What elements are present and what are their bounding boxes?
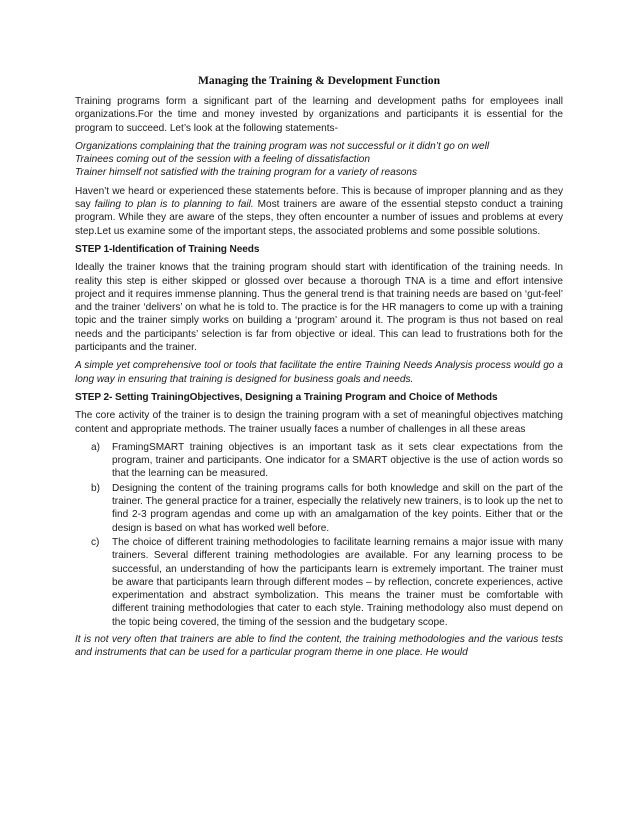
step1-heading: STEP 1-Identification of Training Needs <box>75 243 260 255</box>
statements-block <box>75 140 563 180</box>
step1-body: Ideally the trainer knows that the training program should start with identification of the training needs. In reality this step is either skipped or glossed over because a thorough TNA is a time and effort intensive project and it requires immense planning. Thus the general trend is that training needs are based on ‘gut-feel’ and the trainer ‘delivers’ on what he is told to. The practice is for the HR managers to come up with a training topic and the trainer simply works on building a ‘program’ around it. The program is thus not based on real needs and the participants’ selection is far from objective or ideal. This can lead to frustrations both for the participants and the trainer. <box>75 262 563 354</box>
list-marker: b) <box>91 482 100 494</box>
statement-3: Trainer himself not satisfied with the training program for a variety of reasons <box>75 167 418 179</box>
list-item-text: Designing the content of the training programs calls for both knowledge and skill on the part of the trainer. The general practice for a trainer, especially the relatively new trainers, is to look up the net to find 2-3 program agendas and come up with an amalgamation of the key points. Either that or the design is based on what has worked well before. <box>112 482 563 534</box>
list-item-text: FramingSMART training objectives is an important task as it sets clear expectations from the program, trainer and participants. One indicator for a SMART objective is the use of action words so that the learning can be measured. <box>112 441 563 480</box>
list-item <box>75 536 563 629</box>
list-marker: c) <box>91 536 100 548</box>
document-title: Managing the Training & Development Function <box>197 74 441 87</box>
step2-body: The core activity of the trainer is to design the training program with a set of meaningful objectives matching content and appropriate methods. The trainer usually faces a number of challenges in all these areas <box>75 410 563 435</box>
statement-2: Trainees coming out of the session with a feeling of dissatisfaction <box>75 154 370 166</box>
planning-quote: failing to plan is to planning to fail. <box>94 199 254 211</box>
planning-text-2: Most trainers are aware of the essential stepsto conduct a training program. While they are aware of the steps, they often encounter a number of issues and problems at every step.Let us examine some of the important steps, the associated problems and some possible solutions. <box>75 199 563 237</box>
list-item <box>75 482 563 535</box>
statement-1: Organizations complaining that the training program was not successful or it didn’t go on well <box>75 140 490 152</box>
list-marker: a) <box>91 441 100 453</box>
closing-paragraph: It is not very often that trainers are able to find the content, the training methodologies and the various tests and instruments that can be used for a particular program theme in one place. He would <box>75 633 563 659</box>
step1-note: A simple yet comprehensive tool or tools that facilitate the entire Training Needs Analysis process would go a long way in ensuring that training is designed for business goals and needs. <box>75 360 563 385</box>
step2-list <box>75 441 563 629</box>
planning-text-1: Haven’t we heard or experienced these statements before. This is because of improper planning and as they say <box>75 185 563 211</box>
document-page <box>75 74 563 665</box>
list-item-text: The choice of different training methodologies to facilitate learning remains a major issue with many trainers. Several different training methodologies are available. For any learning process to be successful, an understanding of how the participants learn is extremely important. The trainer must be aware that participants learn through different modes – by reflection, concrete experiences, active experimentation and abstract symbolization. This means the trainer must be comfortable with different training methodologies that cater to each style. Training methodology also must depend on the topic being covered, the timing of the session and the budgetary scope. <box>112 536 563 628</box>
planning-paragraph <box>75 185 563 238</box>
step2-heading: STEP 2- Setting TrainingObjectives, Designing a Training Program and Choice of Methods <box>75 391 498 403</box>
list-item <box>75 441 563 481</box>
intro-paragraph: Training programs form a significant part of the learning and development paths for employees inall organizations.For the time and money invested by organizations and participants it is essential for the program to succeed. Let’s look at the following statements- <box>75 96 563 134</box>
